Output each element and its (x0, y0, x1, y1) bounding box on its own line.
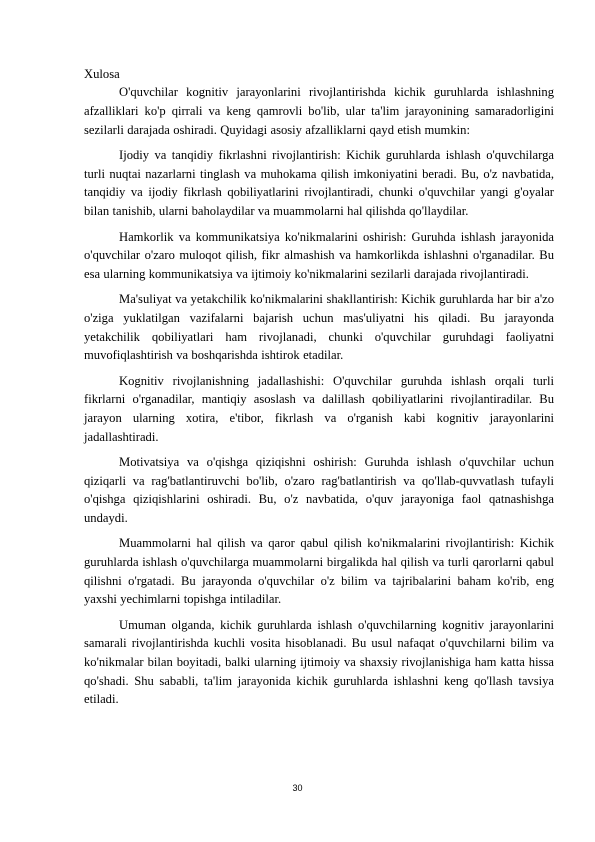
document-body (84, 66, 554, 716)
paragraph-responsibility: Ma'suliyat va yetakchilik ko'nikmalarini shakllantirish: Kichik guruhlarda har bir a'zo o'ziga yuklatilgan vazifalarni bajarish uchun mas'uliyatni his qiladi. Bu jarayonda yetakchilik qobiliyatlari ham rivojlanadi, chunki o'quvchilar guruhdagi faoliyatni muvofiqlashtirish va boshqarishda ishtirok etadilar. (84, 292, 554, 363)
paragraph-cooperation: Hamkorlik va kommunikatsiya ko'nikmalarini oshirish: Guruhda ishlash jarayonida o'quvchilar o'zaro muloqot qilish, fikr almashish va hamkorlikda ishlashni o'rganadilar. Bu esa ularning kommunikatsiya va ijtimoiy ko'nikmalarini sezilarli darajada rivojlantiradi. (84, 229, 554, 281)
paragraph-cognitive-development: Kognitiv rivojlanishning jadallashishi: O'quvchilar guruhda ishlash orqali turli fikrlarni o'rganadilar, mantiqiy asoslash va dalillash qobiliyatlarini rivojlantiradilar. Bu jarayon ularning xotira, e'tibor, fikrlash va o'rganish kabi kognitiv jarayonlarini jadallashtiradi. (84, 373, 554, 444)
section-heading: Xulosa (84, 67, 120, 81)
paragraph-creative-thinking: Ijodiy va tanqidiy fikrlashni rivojlantirish: Kichik guruhlarda ishlash o'quvchilarga turli nuqtai nazarlarni tinglash va muhokama qilish imkoniyatini beradi. Bu, o'z navbatida, tanqidiy va ijodiy fikrlash qobiliyatlarini rivojlantiradi, chunki o'quvchilar yangi g'oyalar bilan tanishib, ularni baholaydilar va muammolarni hal qilishda qo'llaydilar. (84, 148, 554, 218)
page-number: 30 (292, 783, 303, 793)
paragraph-conclusion: Umuman olganda, kichik guruhlarda ishlash o'quvchilarning kognitiv jarayonlarini samarali rivojlantirishda kuchli vosita hisoblanadi. Bu usul nafaqat o'quvchilarni bilim va ko'nikmalar bilan boyitadi, balki ularning ijtimoiy va shaxsiy rivojlanishiga ham katta hissa qo'shadi. Shu sababli, ta'lim jarayonida kichik guruhlarda ishlashni keng qo'llash tavsiya etiladi. (84, 617, 554, 707)
paragraph-intro: O'quvchilar kognitiv jarayonlarini rivojlantirishda kichik guruhlarda ishlashning afzalliklari ko'p qirrali va keng qamrovli bo'lib, ular ta'lim jarayonining samaradorligini sezilarli darajada oshiradi. Quyidagi asosiy afzalliklarni qayd etish mumkin: (84, 85, 554, 137)
paragraph-problem-solving: Muammolarni hal qilish va qaror qabul qilish ko'nikmalarini rivojlantirish: Kichik guruhlarda ishlash o'quvchilarga muammolarni birgalikda hal qilish va turli qarorlarni qabul qilishni o'rgatadi. Bu jarayonda o'quvchilar o'z bilim va tajribalarini baham ko'rib, eng yaxshi yechimlarni topishga intiladilar. (84, 536, 554, 607)
paragraph-motivation: Motivatsiya va o'qishga qiziqishni oshirish: Guruhda ishlash o'quvchilar uchun qiziqarli va rag'batlantiruvchi bo'lib, o'zaro rag'batlantirish va qo'llab-quvvatlash tufayli o'qishga qiziqishlarini oshiradi. Bu, o'z navbatida, o'quv jarayoniga faol qatnashishga undaydi. (84, 455, 554, 525)
